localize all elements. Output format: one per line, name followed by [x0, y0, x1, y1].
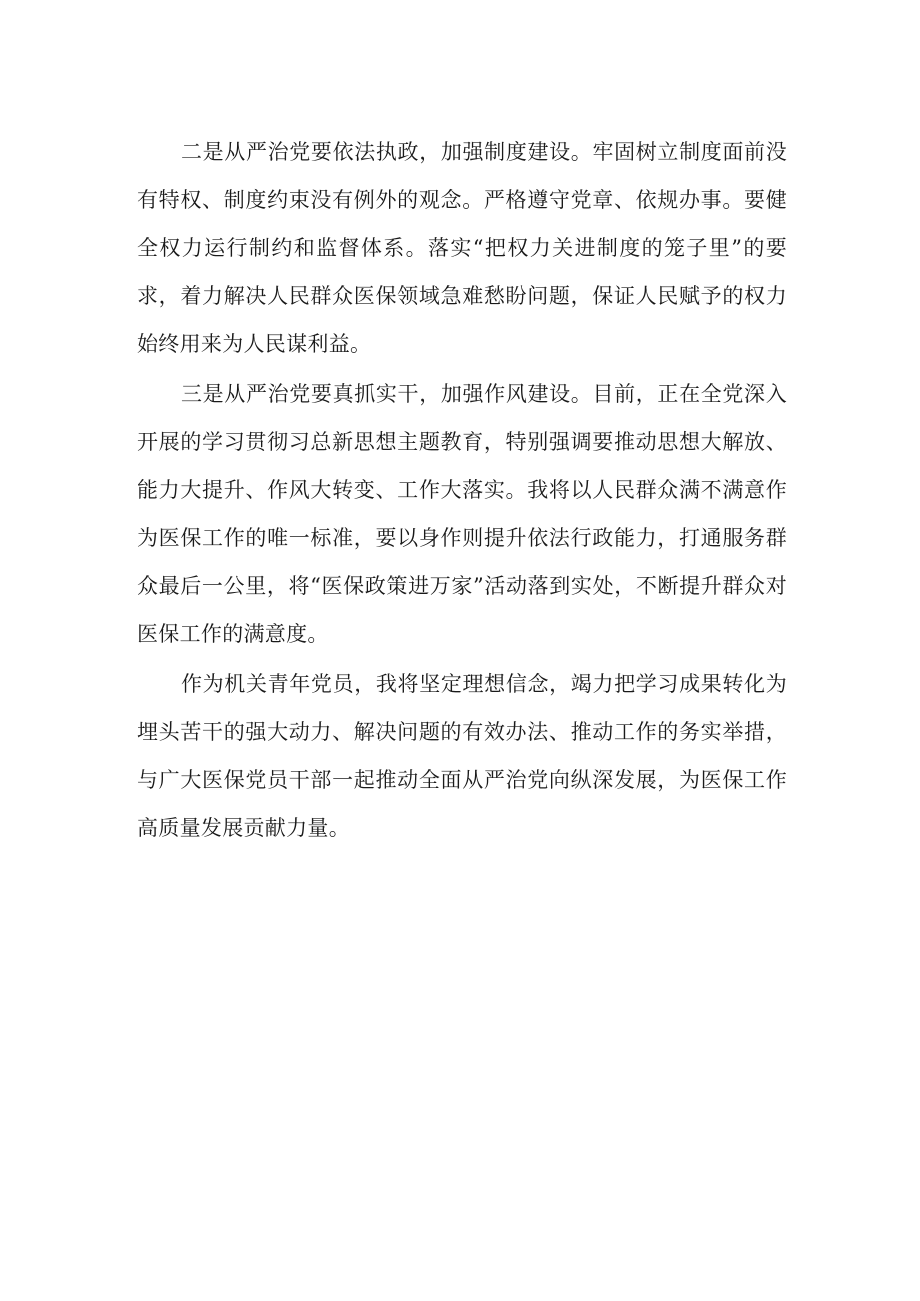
- paragraph-institution-building: 二是从严治党要依法执政，加强制度建设。牢固树立制度面前没有特权、制度约束没有例外的观念。严格遵守党章、依规办事。要健全权力运行制约和监督体系。落实“把权力关进制度的笼子里”的要求，着力解决人民群众医保领域急难愁盼问题，保证人民赋予的权力始终用来为人民谋利益。: [137, 140, 787, 356]
- paragraph-work-style-building: 三是从严治党要真抓实干，加强作风建设。目前，正在全党深入开展的学习贯彻习总新思想主题教育，特别强调要推动思想大解放、能力大提升、作风大转变、工作大落实。我将以人民群众满不满意作为医保工作的唯一标准，要以身作则提升依法行政能力，打通服务群众最后一公里，将“医保政策进万家”活动落到实处，不断提升群众对医保工作的满意度。: [137, 382, 787, 646]
- paragraph-conclusion: 作为机关青年党员，我将坚定理想信念，竭力把学习成果转化为埋头苦干的强大动力、解决问题的有效办法、推动工作的务实举措，与广大医保党员干部一起推动全面从严治党向纵深发展，为医保工作高质量发展贡献力量。: [137, 672, 787, 840]
- document-body: [137, 128, 787, 854]
